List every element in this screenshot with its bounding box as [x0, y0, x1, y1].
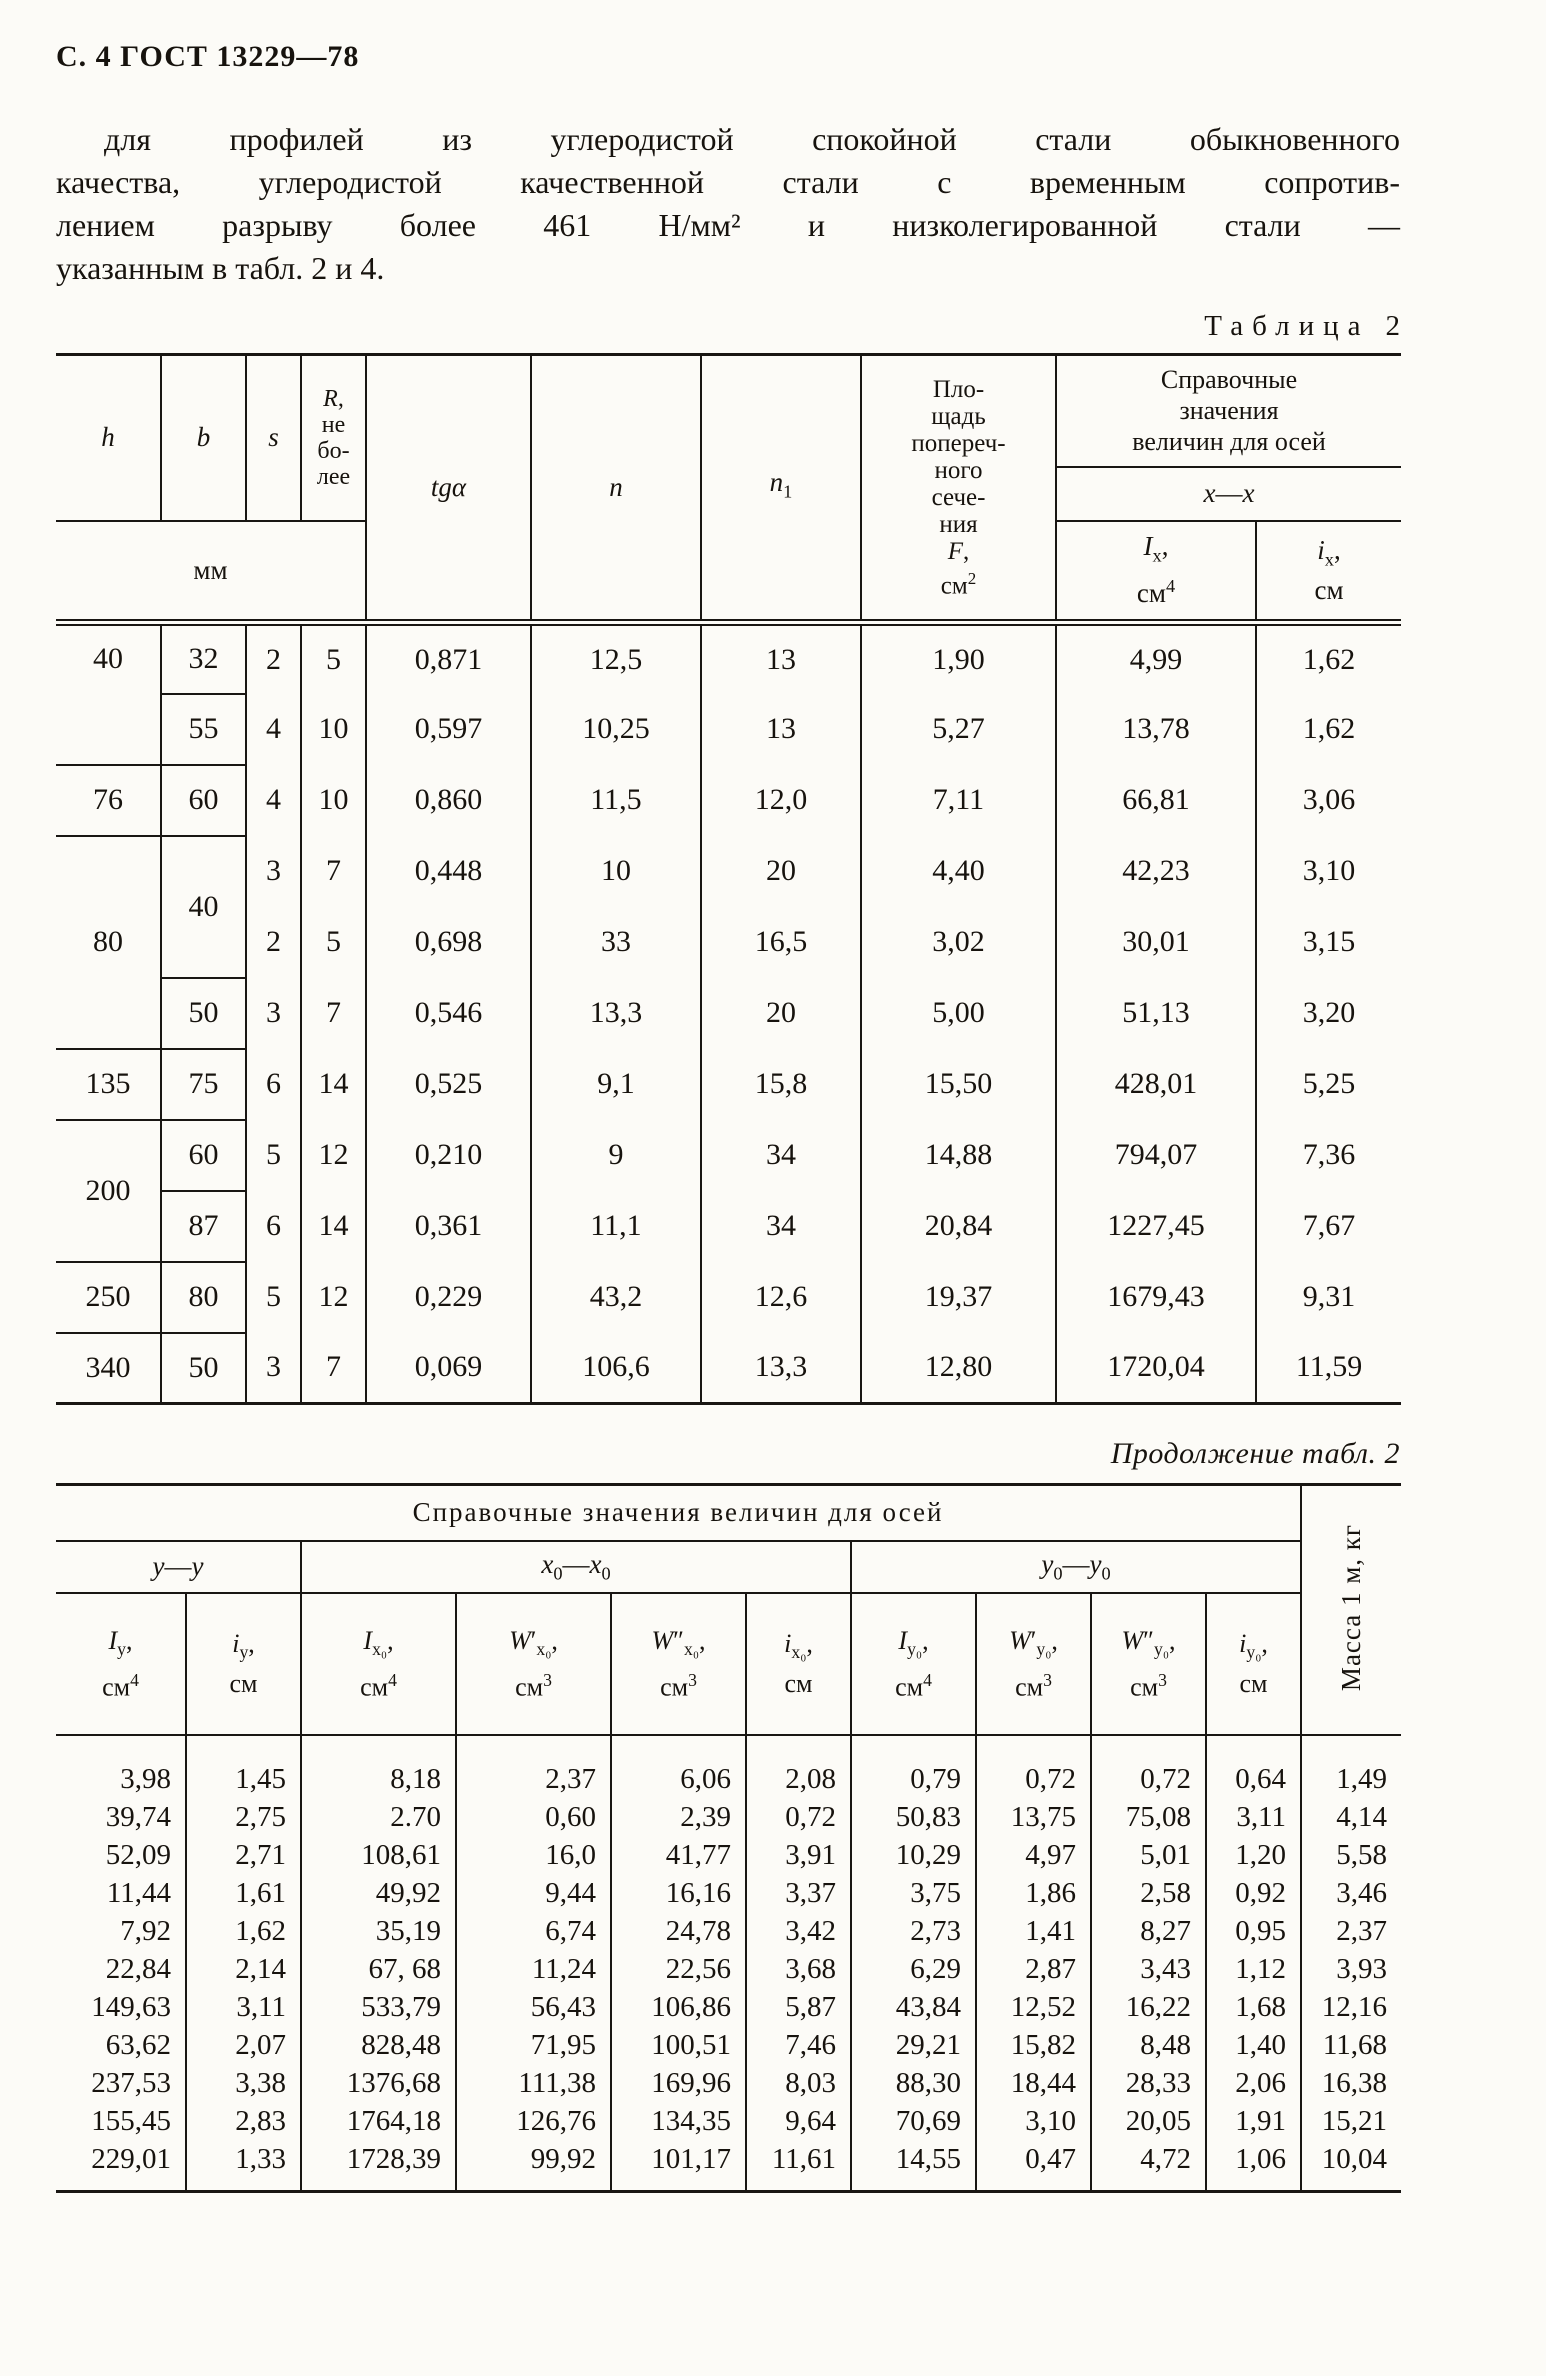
table-row [56, 1049, 1401, 1120]
table-cell: 0,64 [1206, 1735, 1301, 1798]
mass-per-meter-label: Масса 1 м, кг [1336, 1523, 1367, 1691]
table-cell: 828,48 [301, 2026, 456, 2064]
table-cell: 71,95 [456, 2026, 611, 2064]
table-cell: 50,83 [851, 1798, 976, 1836]
table-cell: 1764,18 [301, 2102, 456, 2140]
table-cell: 340 [56, 1333, 161, 1404]
paragraph-line: указанным в табл. 2 и 4. [56, 250, 385, 286]
paragraph-line: для профилей из углеродистой спокойной стали обыкновенного [104, 121, 1400, 157]
table-cell: 14 [301, 1049, 366, 1120]
table-cell: 29,21 [851, 2026, 976, 2064]
t1-header-axis-xx: x—x [1056, 467, 1401, 521]
table-cell: 100,51 [611, 2026, 746, 2064]
table-cell: 16,38 [1321, 2066, 1388, 2099]
table-cell: 24,78 [611, 1912, 746, 1950]
table-cell: 106,86 [611, 1988, 746, 2026]
table-row [56, 1836, 1401, 1874]
t1-header-reference-values: Справочные значения величин для осей [1056, 355, 1401, 467]
table-cell: 13,3 [531, 978, 701, 1049]
table-cell: 13,3 [701, 1333, 861, 1404]
table-cell: 9 [531, 1120, 701, 1191]
table-cell: 3,43 [1091, 1950, 1206, 1988]
table-cell: 2,83 [186, 2102, 301, 2140]
table-cell: 5,00 [861, 978, 1056, 1049]
table-cell: 4 [246, 765, 301, 836]
table-cell: 0,79 [851, 1735, 976, 1798]
table-cell: 75,08 [1091, 1798, 1206, 1836]
table-cell: 99,92 [456, 2140, 611, 2192]
table-cell: 30,01 [1056, 907, 1256, 978]
table-cell: 49,92 [301, 1874, 456, 1912]
table-cell: 13,75 [976, 1798, 1091, 1836]
table-cell: 10,04 [1321, 2142, 1388, 2175]
table-row [56, 1912, 1401, 1950]
t2-group-axis-x0x0: $x_0—x_0$ [301, 1541, 851, 1593]
table-cell: 11,59 [1295, 1350, 1363, 1384]
table-cell: 0,069 [366, 1333, 531, 1404]
table-row [56, 694, 1401, 765]
table-cell: 0,95 [1206, 1912, 1301, 1950]
table-cell: 10 [531, 836, 701, 907]
table-cell: 1,06 [1206, 2140, 1301, 2192]
table-cell: 3,11 [1206, 1798, 1301, 1836]
table-row [56, 1735, 1401, 1798]
table-cell: 12,5 [531, 623, 701, 694]
table-cell: 106,6 [531, 1333, 701, 1404]
table-cell: 13 [701, 694, 861, 765]
table-cell: 39,74 [56, 1798, 186, 1836]
t2-col-Iy0: $I_{y_0}$, $см^4$ [851, 1593, 976, 1735]
table-cell: 3,15 [1302, 925, 1356, 958]
reference-values-table [56, 1483, 1401, 2193]
table-cell: 6 [246, 1191, 301, 1262]
table-cell: 101,17 [611, 2140, 746, 2192]
table-cell: 0,72 [976, 1735, 1091, 1798]
table-row [56, 1191, 1401, 1262]
t1-header-mm: мм [56, 521, 366, 623]
table-cell: 6,06 [611, 1735, 746, 1798]
table-cell: 8,03 [746, 2064, 851, 2102]
table-cell: 28,33 [1091, 2064, 1206, 2102]
table-cell: 0,92 [1206, 1874, 1301, 1912]
table-cell: 9,64 [746, 2102, 851, 2140]
table-cell: 3,42 [746, 1912, 851, 1950]
table-cell: 1720,04 [1056, 1333, 1256, 1404]
table-cell: 2,87 [976, 1950, 1091, 1988]
table-cell: 229,01 [56, 2140, 186, 2192]
table-cell: 1,62 [1302, 712, 1356, 745]
table-cell: 1,41 [976, 1912, 1091, 1950]
table-cell: 1,45 [186, 1735, 301, 1798]
t1-header-n: n [531, 355, 701, 623]
table-cell: 11,68 [1322, 2028, 1388, 2061]
table-cell: 3,46 [1336, 1876, 1388, 1909]
table-cell: 169,96 [611, 2064, 746, 2102]
table-cell: 2,37 [1336, 1914, 1388, 1947]
table-cell: 10,29 [851, 1836, 976, 1874]
table-cell: 66,81 [1056, 765, 1256, 836]
table-cell: 4,72 [1091, 2140, 1206, 2192]
table-cell: 2,08 [746, 1735, 851, 1798]
page-header: С. 4 ГОСТ 13229—78 [56, 40, 360, 73]
table-cell: 0,361 [366, 1191, 531, 1262]
table-cell: 12,6 [701, 1262, 861, 1333]
table-cell: 8,18 [301, 1735, 456, 1798]
table-cell: 20,05 [1091, 2102, 1206, 2140]
table-cell: 16,16 [611, 1874, 746, 1912]
t2-col-W1x0: $W'_{x_0}$, $см^3$ [456, 1593, 611, 1735]
table-cell: 87 [161, 1191, 246, 1262]
table-cell: 237,53 [56, 2064, 186, 2102]
table-cell: 13 [701, 623, 861, 694]
table-cell: 108,61 [301, 1836, 456, 1874]
table-cell: 13,78 [1056, 694, 1256, 765]
table-cell: 794,07 [1056, 1120, 1256, 1191]
table-cell: 12 [301, 1120, 366, 1191]
table-cell: 1,33 [186, 2140, 301, 2192]
table-cell: 0,597 [366, 694, 531, 765]
t1-header-b: b [161, 355, 246, 521]
dimensions-table-header [56, 355, 1401, 623]
table-cell: 0,47 [976, 2140, 1091, 2192]
table1-caption-number: 2 [1385, 310, 1400, 342]
table-cell: 3,93 [1336, 1952, 1388, 1985]
table-cell: 11,1 [531, 1191, 701, 1262]
table-row [56, 1333, 1401, 1404]
table-cell: 34 [701, 1191, 861, 1262]
paragraph-line: лением разрыву более 461 Н/мм² и низколегированной стали — [56, 207, 1400, 243]
table-cell: 0,60 [456, 1798, 611, 1836]
dimensions-table [56, 353, 1401, 1405]
table-row [56, 2102, 1401, 2140]
table-cell: 11,24 [456, 1950, 611, 1988]
table-cell: 55 [161, 694, 246, 765]
dimensions-table-body [56, 623, 1401, 1404]
table-cell: 6,74 [456, 1912, 611, 1950]
table-cell: 8,27 [1091, 1912, 1206, 1950]
table-cell: 10 [301, 765, 366, 836]
table-cell: 15,82 [976, 2026, 1091, 2064]
table-cell: 9,31 [1302, 1280, 1356, 1313]
table-cell: 70,69 [851, 2102, 976, 2140]
table-cell: 200 [56, 1120, 161, 1262]
table-cell: 2,58 [1091, 1874, 1206, 1912]
table-cell: 16,22 [1091, 1988, 1206, 2026]
intro-paragraph [56, 118, 1400, 290]
t1-header-s: s [246, 355, 301, 521]
table-row [56, 2140, 1401, 2192]
table-cell: 11,5 [531, 765, 701, 836]
table-cell: 2,71 [186, 1836, 301, 1874]
table-cell: 50 [161, 1333, 246, 1404]
table-cell: 3,38 [186, 2064, 301, 2102]
t1-header-n1: $n_1$ [701, 355, 861, 623]
table-cell: 7,11 [861, 765, 1056, 836]
table-cell: 14,88 [861, 1120, 1056, 1191]
reference-table-body [56, 1735, 1401, 2192]
table-cell: 3,37 [746, 1874, 851, 1912]
table-cell: 2,06 [1206, 2064, 1301, 2102]
t2-group-axis-y0y0: $y_0—y_0$ [851, 1541, 1301, 1593]
table-cell: 12 [301, 1262, 366, 1333]
t1-header-tga: tgα [366, 355, 531, 623]
table-cell: 12,52 [976, 1988, 1091, 2026]
table-cell: 7,92 [56, 1912, 186, 1950]
table-cell: 40 [161, 836, 246, 978]
table-cell: 0,871 [366, 623, 531, 694]
table-cell: 3 [246, 836, 301, 907]
table-row [56, 1950, 1401, 1988]
table1-caption-word: Таблица [1204, 310, 1370, 342]
table-cell: 15,50 [861, 1049, 1056, 1120]
table-cell: 18,44 [976, 2064, 1091, 2102]
table-cell: 3,98 [56, 1735, 186, 1798]
table-cell: 22,56 [611, 1950, 746, 1988]
table-cell: 5,58 [1336, 1838, 1388, 1871]
table-cell: 149,63 [56, 1988, 186, 2026]
table-cell: 2,07 [186, 2026, 301, 2064]
table-row [56, 978, 1401, 1049]
table-cell: 3,06 [1302, 783, 1356, 816]
table-cell: 1,49 [1336, 1762, 1388, 1795]
table-cell: 63,62 [56, 2026, 186, 2064]
table-cell: 20 [701, 978, 861, 1049]
table-cell: 7 [301, 978, 366, 1049]
table-cell: 10,25 [531, 694, 701, 765]
table-cell: 3,20 [1302, 996, 1356, 1029]
t2-header-mass [1301, 1485, 1401, 1735]
table-cell: 2 [246, 623, 301, 694]
table-row [56, 1262, 1401, 1333]
table-cell: 60 [161, 765, 246, 836]
t2-col-iy: $i_y$, см [186, 1593, 301, 1735]
table-cell: 4,40 [861, 836, 1056, 907]
table-cell: 0,448 [366, 836, 531, 907]
table-row [56, 765, 1401, 836]
table-cell: 5,27 [861, 694, 1056, 765]
reference-table-header [56, 1485, 1401, 1735]
table-cell: 5 [301, 623, 366, 694]
table-cell: 52,09 [56, 1836, 186, 1874]
table-cell: 155,45 [56, 2102, 186, 2140]
table-cell: 3,10 [1302, 854, 1356, 887]
t2-col-iy0: $i_{y_0}$, см [1206, 1593, 1301, 1735]
table-cell: 3,02 [861, 907, 1056, 978]
table-cell: 11,44 [56, 1874, 186, 1912]
table-cell: 51,13 [1056, 978, 1256, 1049]
table-cell: 5,87 [746, 1988, 851, 2026]
table-cell: 14,55 [851, 2140, 976, 2192]
table-cell: 9,44 [456, 1874, 611, 1912]
t2-header-title: Справочные значения величин для осей [56, 1485, 1301, 1541]
table-cell: 1,91 [1206, 2102, 1301, 2140]
table-cell: 16,0 [456, 1836, 611, 1874]
table-cell: 1,62 [186, 1912, 301, 1950]
table-cell: 2,14 [186, 1950, 301, 1988]
table-cell: 1679,43 [1056, 1262, 1256, 1333]
table-cell: 5 [246, 1120, 301, 1191]
table-cell: 1,68 [1206, 1988, 1301, 2026]
t2-col-W1y0: $W'_{y_0}$, $см^3$ [976, 1593, 1091, 1735]
table-cell: 250 [56, 1262, 161, 1333]
table-cell: 2,37 [456, 1735, 611, 1798]
t1-header-area: Пло- щадь попереч- ного сече- ния F, $см^2$ [861, 355, 1056, 623]
table-cell: 80 [161, 1262, 246, 1333]
table-cell: 1,61 [186, 1874, 301, 1912]
t2-group-axis-yy: y—y [56, 1541, 301, 1593]
table-cell: 43,2 [531, 1262, 701, 1333]
table-cell: 4,97 [976, 1836, 1091, 1874]
table-cell: 7,67 [1302, 1209, 1356, 1242]
table-cell: 7 [301, 836, 366, 907]
t2-col-ix0: $i_{x_0}$, см [746, 1593, 851, 1735]
table-cell: 19,37 [861, 1262, 1056, 1333]
table-cell: 0,210 [366, 1120, 531, 1191]
table-cell: 3,75 [851, 1874, 976, 1912]
paragraph-line: качества, углеродистой качественной стали с временным сопротив- [56, 164, 1400, 200]
table-cell: 43,84 [851, 1988, 976, 2026]
table-cell: 34 [701, 1120, 861, 1191]
table-cell: 126,76 [456, 2102, 611, 2140]
table-cell: 0,72 [746, 1798, 851, 1836]
table-cell: 15,21 [1321, 2104, 1388, 2137]
table-cell: 5,01 [1091, 1836, 1206, 1874]
table-cell: 16,5 [701, 907, 861, 978]
table-cell: 135 [56, 1049, 161, 1120]
table-cell: 1,86 [976, 1874, 1091, 1912]
table-cell: 7 [301, 1333, 366, 1404]
table-cell: 1,62 [1302, 642, 1356, 676]
table-cell: 3 [246, 1333, 301, 1404]
table-cell: 76 [56, 765, 161, 836]
table-cell: 1,90 [861, 623, 1056, 694]
table-cell: 0,229 [366, 1262, 531, 1333]
table-cell: 428,01 [1056, 1049, 1256, 1120]
table-cell: 6,29 [851, 1950, 976, 1988]
table-row [56, 1120, 1401, 1191]
table-cell: 20,84 [861, 1191, 1056, 1262]
table-cell: 1,40 [1206, 2026, 1301, 2064]
table-cell: 1,20 [1206, 1836, 1301, 1874]
table-cell: 42,23 [1056, 836, 1256, 907]
table-cell: 35,19 [301, 1912, 456, 1950]
table-cell: 10 [301, 694, 366, 765]
table-cell: 2,75 [186, 1798, 301, 1836]
table-cell: 7,46 [746, 2026, 851, 2064]
table-cell: 33 [531, 907, 701, 978]
table-cell: 60 [161, 1120, 246, 1191]
table-cell: 41,77 [611, 1836, 746, 1874]
table-cell: 75 [161, 1049, 246, 1120]
table-cell: 3,10 [976, 2102, 1091, 2140]
table-cell: 12,16 [1321, 1990, 1388, 2023]
table-cell: 3,11 [186, 1988, 301, 2026]
table-cell: 134,35 [611, 2102, 746, 2140]
t2-col-W2y0: $W''_{y_0}$, $см^3$ [1091, 1593, 1206, 1735]
table-cell: 67, 68 [301, 1950, 456, 1988]
table-cell: 50 [161, 978, 246, 1049]
table-cell: 3 [246, 978, 301, 1049]
table-cell: 5,25 [1302, 1067, 1356, 1100]
table-cell: 3,68 [746, 1950, 851, 1988]
table-cell: 533,79 [301, 1988, 456, 2026]
t2-col-Ix0: $I_{x_0}$, $см^4$ [301, 1593, 456, 1735]
table-cell: 1728,39 [301, 2140, 456, 2192]
table-cell: 2.70 [301, 1798, 456, 1836]
table-row [56, 1988, 1401, 2026]
table-cell: 22,84 [56, 1950, 186, 1988]
table-cell: 1227,45 [1056, 1191, 1256, 1262]
table-cell: 0,72 [1091, 1735, 1206, 1798]
table-cell: 5 [301, 907, 366, 978]
table-cell: 2,39 [611, 1798, 746, 1836]
table-cell: 88,30 [851, 2064, 976, 2102]
table2-caption: Продолжение табл. 2 [1110, 1437, 1400, 1470]
table-cell: 4,99 [1056, 623, 1256, 694]
table-cell: 2 [246, 907, 301, 978]
table-cell: 56,43 [456, 1988, 611, 2026]
t2-col-Iy: $I_y$, $см^4$ [56, 1593, 186, 1735]
table-cell: 14 [301, 1191, 366, 1262]
table-cell: 11,61 [746, 2140, 851, 2192]
table-cell: 0,546 [366, 978, 531, 1049]
table-row [56, 2064, 1401, 2102]
table-cell: 40 [56, 623, 161, 765]
table-cell: 4 [246, 694, 301, 765]
table-row [56, 1874, 1401, 1912]
table-row [56, 2026, 1401, 2064]
table-cell: 9,1 [531, 1049, 701, 1120]
t1-header-ix-radius: $i_х$, см [1314, 534, 1344, 605]
table-row [56, 1798, 1401, 1836]
table1-caption [56, 310, 1400, 343]
table-cell: 0,525 [366, 1049, 531, 1120]
table-cell: 7,36 [1302, 1138, 1356, 1171]
table-row [56, 907, 1401, 978]
table-cell: 1376,68 [301, 2064, 456, 2102]
table-cell: 80 [56, 836, 161, 1049]
table-cell: 4,14 [1336, 1800, 1388, 1833]
table-cell: 6 [246, 1049, 301, 1120]
table-cell: 32 [161, 623, 246, 694]
table-cell: 0,860 [366, 765, 531, 836]
table-cell: 111,38 [456, 2064, 611, 2102]
table-cell: 12,0 [701, 765, 861, 836]
table-row [56, 623, 1401, 694]
table-cell: 12,80 [861, 1333, 1056, 1404]
table-cell: 3,91 [746, 1836, 851, 1874]
table-cell: 15,8 [701, 1049, 861, 1120]
table-cell: 0,698 [366, 907, 531, 978]
t1-header-r-max: R, не бо- лее [301, 355, 366, 521]
table-cell: 5 [246, 1262, 301, 1333]
table-cell: 1,12 [1206, 1950, 1301, 1988]
t1-header-ix-moment: $I_х$, $см^4$ [1056, 521, 1256, 623]
t1-header-h: h [56, 355, 161, 521]
table-cell: 8,48 [1091, 2026, 1206, 2064]
table-cell: 2,73 [851, 1912, 976, 1950]
table-cell: 20 [701, 836, 861, 907]
table-row [56, 836, 1401, 907]
t2-col-W2x0: $W''_{x_0}$, $см^3$ [611, 1593, 746, 1735]
